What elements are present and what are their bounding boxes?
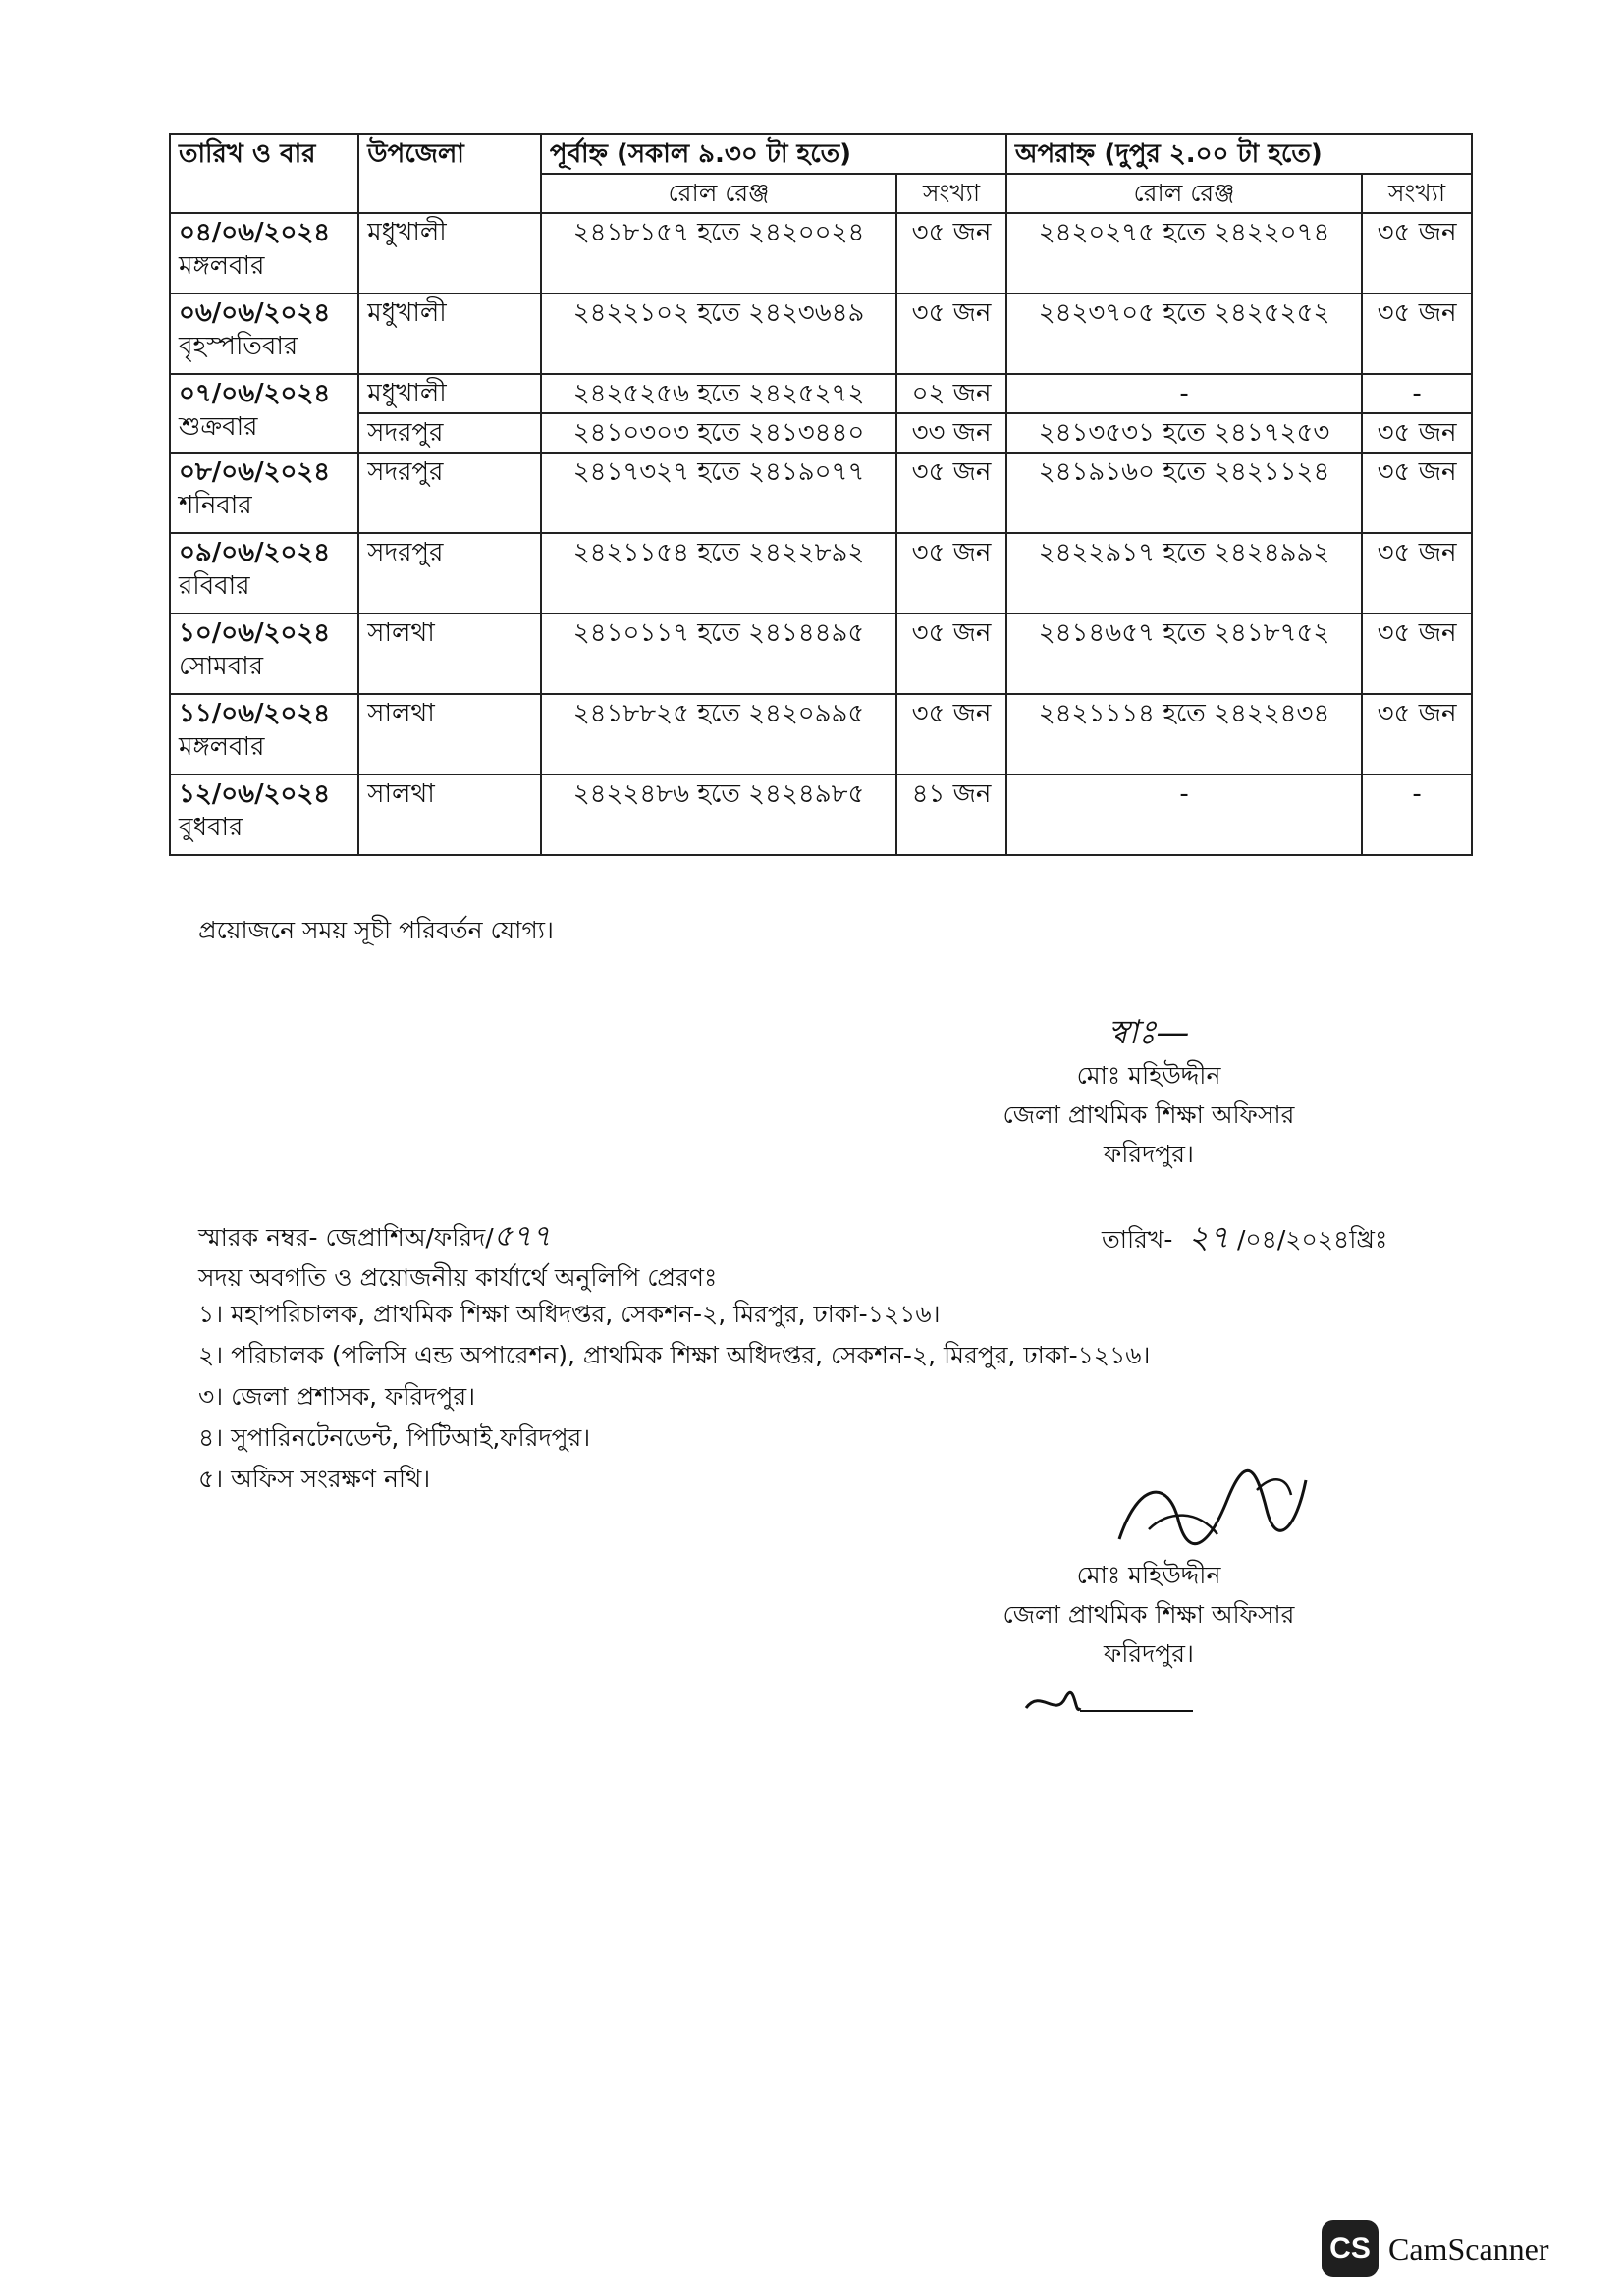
row-day: বৃহস্পতিবার	[179, 332, 298, 361]
row-am-count: ৩৫ জন	[896, 614, 1006, 694]
signatory-title: জেলা প্রাথমিক শিক্ষা অফিসার	[1002, 1600, 1295, 1629]
row-date-day	[170, 294, 358, 374]
subheader-morning-count: সংখ্যা	[896, 174, 1006, 213]
table-header-row	[170, 134, 1472, 174]
table-row	[170, 614, 1472, 694]
camscanner-logo-icon: CS	[1322, 2220, 1379, 2277]
row-day: রবিবার	[179, 571, 250, 601]
row-pm-count: ৩৫ জন	[1362, 294, 1472, 374]
row-upazila: মধুখালী	[358, 213, 541, 294]
memo-number-label: স্মারক নম্বর- জেপ্রাশিঅ/ফরিদ/	[198, 1223, 494, 1252]
memo-date	[1102, 1212, 1387, 1265]
row-date: ০৮/০৬/২০২৪	[179, 457, 331, 487]
row-date: ১০/০৬/২০২৪	[179, 618, 331, 648]
table-row	[170, 413, 1472, 453]
row-upazila: সদরপুর	[358, 413, 541, 453]
signature-mark: স্বাঃ—	[1108, 1013, 1190, 1052]
handwritten-signature	[1109, 1461, 1316, 1559]
subheader-morning-roll-range: রোল রেঞ্জ	[541, 174, 896, 213]
camscanner-text: CamScanner	[1388, 2230, 1549, 2267]
row-upazila: মধুখালী	[358, 294, 541, 374]
subheader-afternoon-roll-range: রোল রেঞ্জ	[1006, 174, 1362, 213]
row-am-range: ২৪২১১৫৪ হতে ২৪২২৮৯২	[541, 533, 896, 614]
row-pm-count: ৩৫ জন	[1362, 213, 1472, 294]
row-date-day	[170, 694, 358, 774]
header-afternoon-session: অপরাহ্ন (দুপুর ২.০০ টা হতে)	[1006, 134, 1472, 174]
row-pm-count: ৩৫ জন	[1362, 614, 1472, 694]
row-pm-range: ২৪২০২৭৫ হতে ২৪২২০৭৪	[1006, 213, 1362, 294]
row-upazila: সালথা	[358, 774, 541, 855]
row-date-day	[170, 453, 358, 533]
row-am-count: ৩৩ জন	[896, 413, 1006, 453]
row-date-day	[170, 614, 358, 694]
row-upazila: সালথা	[358, 614, 541, 694]
row-date-day	[170, 774, 358, 855]
row-upazila: সদরপুর	[358, 533, 541, 614]
row-date: ১২/০৬/২০২৪	[179, 779, 331, 809]
row-date: ০৪/০৬/২০২৪	[179, 218, 331, 247]
list-item: ৫। অফিস সংরক্ষণ নথি।	[198, 1465, 431, 1493]
memo-line	[198, 1212, 1406, 1262]
signatory-title: জেলা প্রাথমিক শিক্ষা অফিসার	[1002, 1100, 1295, 1129]
row-date: ০৯/০৬/২০২৪	[179, 538, 331, 567]
table-row	[170, 533, 1472, 614]
row-date: ১১/০৬/২০২৪	[179, 699, 331, 728]
table-row	[170, 774, 1472, 855]
row-am-range: ২৪২৫২৫৬ হতে ২৪২৫২৭২	[541, 374, 896, 413]
row-pm-range: ২৪১৩৫৩১ হতে ২৪১৭২৫৩	[1006, 413, 1362, 453]
header-morning-session: পূর্বাহ্ন (সকাল ৯.৩০ টা হতে)	[541, 134, 1006, 174]
row-upazila: মধুখালী	[358, 374, 541, 413]
header-upazila: উপজেলা	[358, 134, 541, 213]
row-pm-range: -	[1006, 374, 1362, 413]
subheader-afternoon-count: সংখ্যা	[1362, 174, 1472, 213]
row-am-range: ২৪২২৪৮৬ হতে ২৪২৪৯৮৫	[541, 774, 896, 855]
camscanner-watermark	[1322, 2220, 1549, 2277]
row-pm-range: ২৪১৪৬৫৭ হতে ২৪১৮৭৫২	[1006, 614, 1362, 694]
row-am-range: ২৪১০৩০৩ হতে ২৪১৩৪৪০	[541, 413, 896, 453]
cc-list	[198, 1294, 1150, 1500]
table-row	[170, 453, 1472, 533]
row-am-range: ২৪১০১১৭ হতে ২৪১৪৪৯৫	[541, 614, 896, 694]
table-row	[170, 294, 1472, 374]
row-day: মঙ্গলবার	[179, 732, 265, 762]
row-upazila: সদরপুর	[358, 453, 541, 533]
row-day: সোমবার	[179, 652, 264, 681]
row-pm-count: ৩৫ জন	[1362, 533, 1472, 614]
row-pm-count: ৩৫ জন	[1362, 694, 1472, 774]
row-day: বুধবার	[179, 813, 243, 842]
list-item: ১। মহাপরিচালক, প্রাথমিক শিক্ষা অধিদপ্তর, সেকশন-২, মিরপুর, ঢাকা-১২১৬।	[198, 1300, 941, 1328]
signatory-name: মোঃ মহিউদ্দীন	[1076, 1061, 1221, 1090]
table-row	[170, 694, 1472, 774]
row-am-count: ৩৫ জন	[896, 453, 1006, 533]
table-row	[170, 213, 1472, 294]
memo-date-label: তারিখ-	[1102, 1225, 1173, 1254]
row-am-count: ৩৫ জন	[896, 294, 1006, 374]
exam-schedule-table	[169, 133, 1473, 856]
row-day: মঙ্গলবার	[179, 251, 265, 281]
row-pm-range: ২৪২৩৭০৫ হতে ২৪২৫২৫২	[1006, 294, 1362, 374]
row-pm-range: ২৪১৯১৬০ হতে ২৪২১১২৪	[1006, 453, 1362, 533]
memo-number-value: ৫৭৭	[493, 1219, 552, 1254]
row-pm-count: ৩৫ জন	[1362, 413, 1472, 453]
row-pm-count: -	[1362, 374, 1472, 413]
row-pm-range: -	[1006, 774, 1362, 855]
row-date-day	[170, 533, 358, 614]
list-item: ৪। সুপারিনটেনডেন্ট, পিটিআই,ফরিদপুর।	[198, 1423, 591, 1452]
row-am-range: ২৪২২১০২ হতে ২৪২৩৬৪৯	[541, 294, 896, 374]
header-date-day: তারিখ ও বার	[170, 134, 358, 213]
initial-mark	[1021, 1683, 1198, 1723]
row-date-day	[170, 213, 358, 294]
row-pm-count: ৩৫ জন	[1362, 453, 1472, 533]
row-date-day	[170, 374, 358, 453]
signatory-name: মোঃ মহিউদ্দীন	[1076, 1561, 1221, 1589]
list-item: ২। পরিচালক (পলিসি এন্ড অপারেশন), প্রাথমিক শিক্ষা অধিদপ্তর, সেকশন-২, মিরপুর, ঢাকা-১২১৬।	[198, 1341, 1151, 1369]
row-pm-range: ২৪২২৯১৭ হতে ২৪২৪৯৯২	[1006, 533, 1362, 614]
memo-date-rest: /০৪/২০২৪খ্রিঃ	[1236, 1225, 1388, 1254]
row-am-count: ৩৫ জন	[896, 694, 1006, 774]
row-am-range: ২৪১৮৮২৫ হতে ২৪২০৯৯৫	[541, 694, 896, 774]
row-date: ০৬/০৬/২০২৪	[179, 298, 331, 328]
row-date: ০৭/০৬/২০২৪	[179, 379, 331, 408]
cc-intro: সদয় অবগতি ও প্রয়োজনীয় কার্যার্থে অনুলিপি প্রেরণঃ	[198, 1263, 718, 1292]
row-am-count: ৪১ জন	[896, 774, 1006, 855]
schedule-change-note: প্রয়োজনে সময় সূচী পরিবর্তন যোগ্য।	[198, 916, 554, 944]
row-am-range: ২৪১৮১৫৭ হতে ২৪২০০২৪	[541, 213, 896, 294]
row-day: শুক্রবার	[179, 412, 258, 442]
signature-block-1	[992, 1013, 1306, 1174]
row-day: শনিবার	[179, 491, 252, 520]
row-upazila: সালথা	[358, 694, 541, 774]
memo-date-day: ২৭	[1188, 1218, 1229, 1255]
list-item: ৩। জেলা প্রশাসক, ফরিদপুর।	[198, 1382, 476, 1411]
row-pm-count: -	[1362, 774, 1472, 855]
signatory-place: ফরিদপুর।	[1104, 1140, 1194, 1168]
table-row	[170, 374, 1472, 413]
signatory-place: ফরিদপুর।	[1104, 1639, 1194, 1668]
row-am-count: ৩৫ জন	[896, 533, 1006, 614]
row-am-range: ২৪১৭৩২৭ হতে ২৪১৯০৭৭	[541, 453, 896, 533]
row-am-count: ০২ জন	[896, 374, 1006, 413]
signature-block-2	[992, 1556, 1306, 1674]
row-pm-range: ২৪২১১১৪ হতে ২৪২২৪৩৪	[1006, 694, 1362, 774]
row-am-count: ৩৫ জন	[896, 213, 1006, 294]
